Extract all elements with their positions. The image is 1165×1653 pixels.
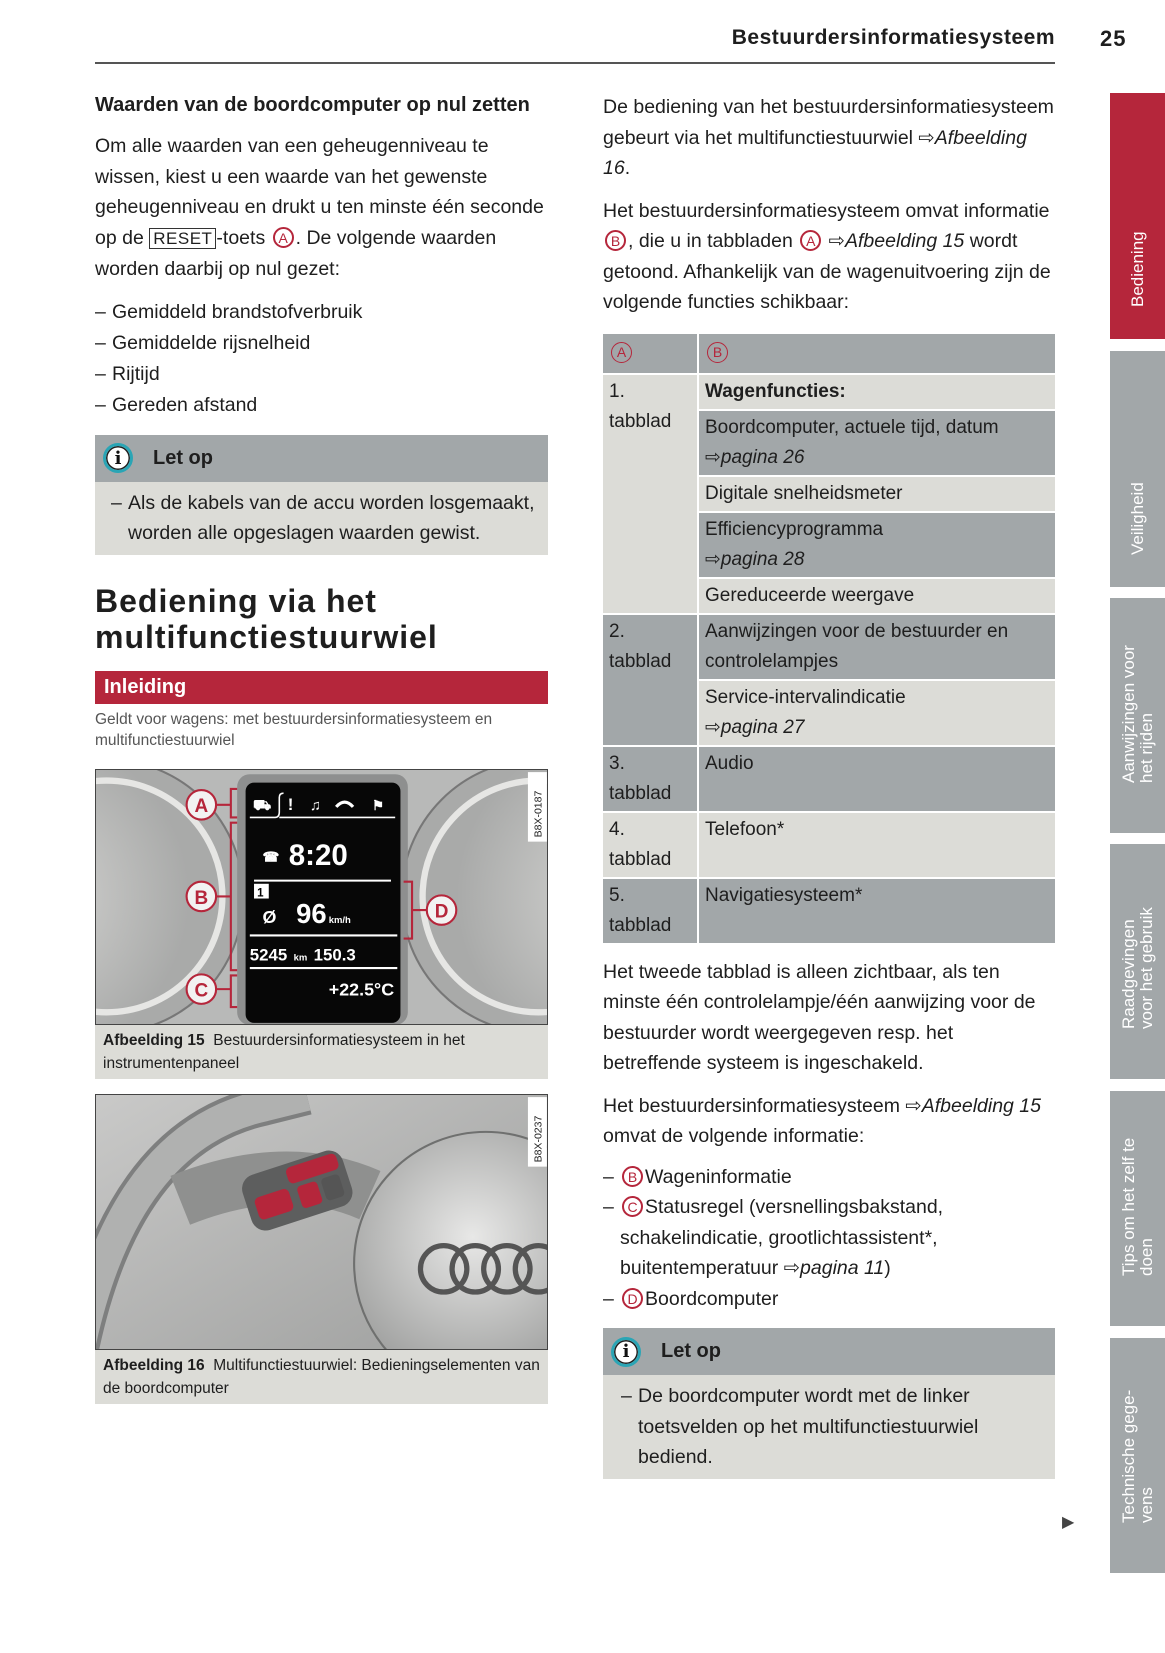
list-item-text: Gemiddeld brandstofverbruik [112,300,363,323]
function-cell: Audio [699,747,1055,813]
figure-reference-link[interactable]: Afbeelding 15 [845,230,965,252]
function-cell: Digitale snelheidsmeter [699,477,1055,513]
page-reference-link[interactable]: pagina 11 [800,1257,885,1279]
header-cell-a [603,334,699,375]
list-item-text: Gereden afstand [112,393,258,416]
figure-id: B8X-0187 [532,790,545,837]
function-text: Efficiencyprogramma [705,518,884,540]
main-heading: Bediening via het multifunctiestuurwiel [95,582,438,655]
figure-caption-text: Multifunctiestuurwiel: Bedieningselementen van de boordcomputer [103,1356,540,1397]
figure-caption-text: Bestuurdersinformatiesysteem in het instrumentenpaneel [103,1031,465,1072]
callout-c-circle: C [622,1196,643,1217]
section-heading: Waarden van de boordcomputer op nul zetten [95,94,530,116]
right-column [603,92,1055,1479]
intro-paragraph [603,92,1055,184]
side-tab-label: Aanwijzingen voor het rijden [1118,645,1156,783]
callout-a-circle: A [800,230,821,251]
steering-wheel-illustration [96,1095,548,1350]
side-tab-veiligheid[interactable] [1110,351,1165,587]
note-item-text: Als de kabels van de accu worden losgemaakt, worden alle opgeslagen waarden gewist. [128,491,535,544]
display-trip: 150.3 [313,945,356,965]
function-cell: Gereduceerde weergave [699,579,1055,615]
list-item-text: Boordcomputer [645,1287,779,1310]
paragraph-text: . [624,157,631,179]
display-odo-unit: km [293,952,308,964]
applies-to-note: Geldt voor wagens: met bestuurdersinformatiesysteem en multifunctiestuurwiel [95,710,493,749]
callout-d: D [434,900,449,922]
note-header [603,1328,1055,1375]
info-icon: i [103,443,133,473]
note-item: – Als de kabels van de accu worden losgemaakt, worden alle opgeslagen waarden gewist. [111,491,535,544]
continue-arrow-icon: ▶ [1062,1514,1075,1531]
note-item-text: De boordcomputer wordt met de linker toetsvelden op het multifunctiestuurwiel bediend. [638,1385,979,1468]
info-items-list [603,1162,1055,1315]
callout-a-circle: A [273,227,294,248]
side-tab-bediening[interactable] [1110,93,1165,339]
page-reference-link[interactable]: pagina 26 [720,446,805,468]
note-list [603,1375,1055,1479]
subsection-bar: Inleiding [95,671,548,704]
figure-label: Afbeelding 16 [103,1356,205,1374]
callout-a-circle: A [611,342,632,363]
function-cell: Wagenfuncties: [699,375,1055,411]
car-icon: ⛟ [252,797,272,814]
function-text: Boordcomputer, actuele tijd, datum [705,416,999,438]
cross-reference-arrow-icon: ⇨ [705,716,721,738]
header-cell-b [699,334,1055,375]
callout-b-circle: B [605,230,626,251]
paragraph-text: omvat de volgende informatie: [603,1125,865,1147]
list-item: – D Boordcomputer [603,1287,779,1310]
side-tab-raadgevingen[interactable] [1110,844,1165,1079]
tab-cell: 2. tabblad [603,615,699,747]
figure-16-caption [95,1350,548,1404]
tab-cell: 3. tabblad [603,747,699,813]
paragraph-text: Het bestuurdersinformatiesysteem omvat informatie [603,199,1050,222]
list-item-text: ) [884,1257,891,1279]
side-tab-label: Tips om het zelf te doen [1118,1137,1156,1276]
table-row [603,615,1055,681]
display-tab-number: 1 [257,886,264,899]
table-row [603,879,1055,945]
header-divider [95,62,1055,64]
functions-table [603,334,1055,945]
cross-reference-arrow-icon: ⇨ [905,1094,922,1117]
figure-reference-link[interactable]: Afbeelding 15 [921,1094,1042,1117]
figure-id: B8X-0237 [532,1115,545,1162]
callout-b: B [194,887,209,909]
side-tab-tips[interactable] [1110,1091,1165,1326]
list-item: – Gereden afstand [95,393,258,416]
reset-values-list [95,297,548,421]
cross-reference-arrow-icon: ⇨ [783,1257,801,1279]
instrument-cluster-illustration [96,770,548,1025]
side-tab-technische-gegevens[interactable] [1110,1338,1165,1573]
paragraph-text: De bediening van het bestuurdersinformatiesysteem gebeurt via het multifunctiestuurwiel [603,96,1054,149]
display-temperature: +22.5°C [328,978,395,999]
list-item-text: Gemiddelde rijsnelheid [112,331,311,354]
list-item: – B Wageninformatie [603,1165,792,1188]
display-odometer: 5245 [249,945,288,965]
tab-cell: 5. tabblad [603,879,699,945]
note-header [95,435,548,482]
side-tab-label: Technische gege- vens [1118,1389,1156,1523]
function-cell: Navigatiesysteem* [699,879,1055,945]
note-title: Let op [661,1340,721,1362]
second-tab-paragraph: Het tweede tabblad is alleen zichtbaar, als ten minste één controlelampje/één aanwijzing voor de bestuurder wordt weergegeven resp. het betreffende systeem is ingeschakeld. [603,960,1036,1074]
page-reference-link[interactable]: pagina 27 [720,716,805,738]
note-box [603,1328,1055,1479]
figure-reference-link[interactable]: Afbeelding 16 [603,126,1027,179]
callout-c: C [194,980,209,1002]
satellite-clock-icon: ☎ [262,849,280,865]
table-row [603,375,1055,411]
cross-reference-arrow-icon: ⇨ [918,126,935,149]
tab-cell: 4. tabblad [603,813,699,879]
paragraph-text: Het bestuurdersinformatiesysteem [603,1094,900,1117]
running-header-title: Bestuurdersinformatiesysteem [731,26,1055,49]
reset-key-label: RESET [149,228,216,249]
cross-reference-arrow-icon: ⇨ [705,446,721,468]
note-box [95,435,548,555]
list-item: – Gemiddelde rijsnelheid [95,331,311,354]
side-tab-label: Bediening [1127,231,1147,307]
figure-15-instrument-cluster [95,769,548,1025]
callout-b-circle: B [622,1166,643,1187]
callout-a: A [194,795,209,817]
table-header-row [603,334,1055,375]
side-tab-aanwijzingen[interactable] [1110,598,1165,833]
warning-icon: ! [287,794,294,814]
display-time: 8:20 [288,838,348,872]
function-cell [699,411,1055,477]
list-item-text: Statusregel (versnellingsbakstand, schakelindicatie, grootlichtassistent*, buitentemperatuur [620,1196,944,1279]
intro-text: Om alle waarden van een geheugenniveau te wissen, kiest u een waarde van het gewenste geheugenniveau en drukt u ten minste één seconde op de [95,135,544,249]
reset-intro-paragraph [95,131,548,285]
page-number: 25 [1100,26,1127,51]
figure-15-caption [95,1025,548,1079]
callout-b-circle: B [707,342,728,363]
function-text: Service-intervalindicatie [705,686,906,708]
intro-text-key-suffix: -toets [216,226,266,249]
cross-reference-arrow-icon: ⇨ [705,548,721,570]
display-avg-symbol: Ø [262,906,277,927]
side-tab-label: Veiligheid [1127,482,1147,555]
paragraph-text: , die u in tabbladen [628,230,793,252]
info-icon: i [611,1337,641,1367]
table-row [603,747,1055,813]
paragraph-text: wordt getoond. Afhankelijk van de wagenuitvoering zijn de volgende functies schikbaar: [603,230,1051,313]
page-reference-link[interactable]: pagina 28 [720,548,805,570]
info-paragraph [603,196,1055,318]
note-title: Let op [153,446,213,469]
navigation-flag-icon: ⚑ [372,797,385,813]
music-icon: ♫ [309,797,321,814]
function-cell [699,513,1055,579]
callout-d-circle: D [622,1288,643,1309]
tab-cell: 1. tabblad [603,375,699,615]
list-item: – Gemiddeld brandstofverbruik [95,300,363,323]
figure-16-steering-wheel [95,1094,548,1350]
intro-text-end: . De volgende waarden worden daarbij op nul gezet: [95,226,497,280]
list-item-text: Wageninformatie [645,1165,792,1188]
table-row [603,813,1055,879]
side-tab-label: Raadgevingen voor het gebruik [1118,907,1156,1029]
figure-label: Afbeelding 15 [103,1031,205,1049]
note-list [95,482,548,555]
list-item: – Rijtijd [95,362,160,385]
function-cell: Telefoon* [699,813,1055,879]
display-speed: 96 [296,897,327,929]
function-cell [699,681,1055,747]
note-item: – De boordcomputer wordt met de linker toetsvelden op het multifunctiestuurwiel bediend. [621,1385,979,1468]
function-cell: Aanwijzingen voor de bestuurder en controlelampjes [699,615,1055,681]
cross-reference-arrow-icon: ⇨ [828,230,845,252]
list-item-text: Rijtijd [112,362,160,385]
left-column [95,92,548,1404]
list-item: – C Statusregel (versnellingsbakstand, schakelindicatie, grootlichtassistent*, buitentemperatuur ⇨pagina 11) [603,1196,944,1279]
display-speed-unit: km/h [328,914,351,926]
info-overview-paragraph [603,1091,1055,1152]
